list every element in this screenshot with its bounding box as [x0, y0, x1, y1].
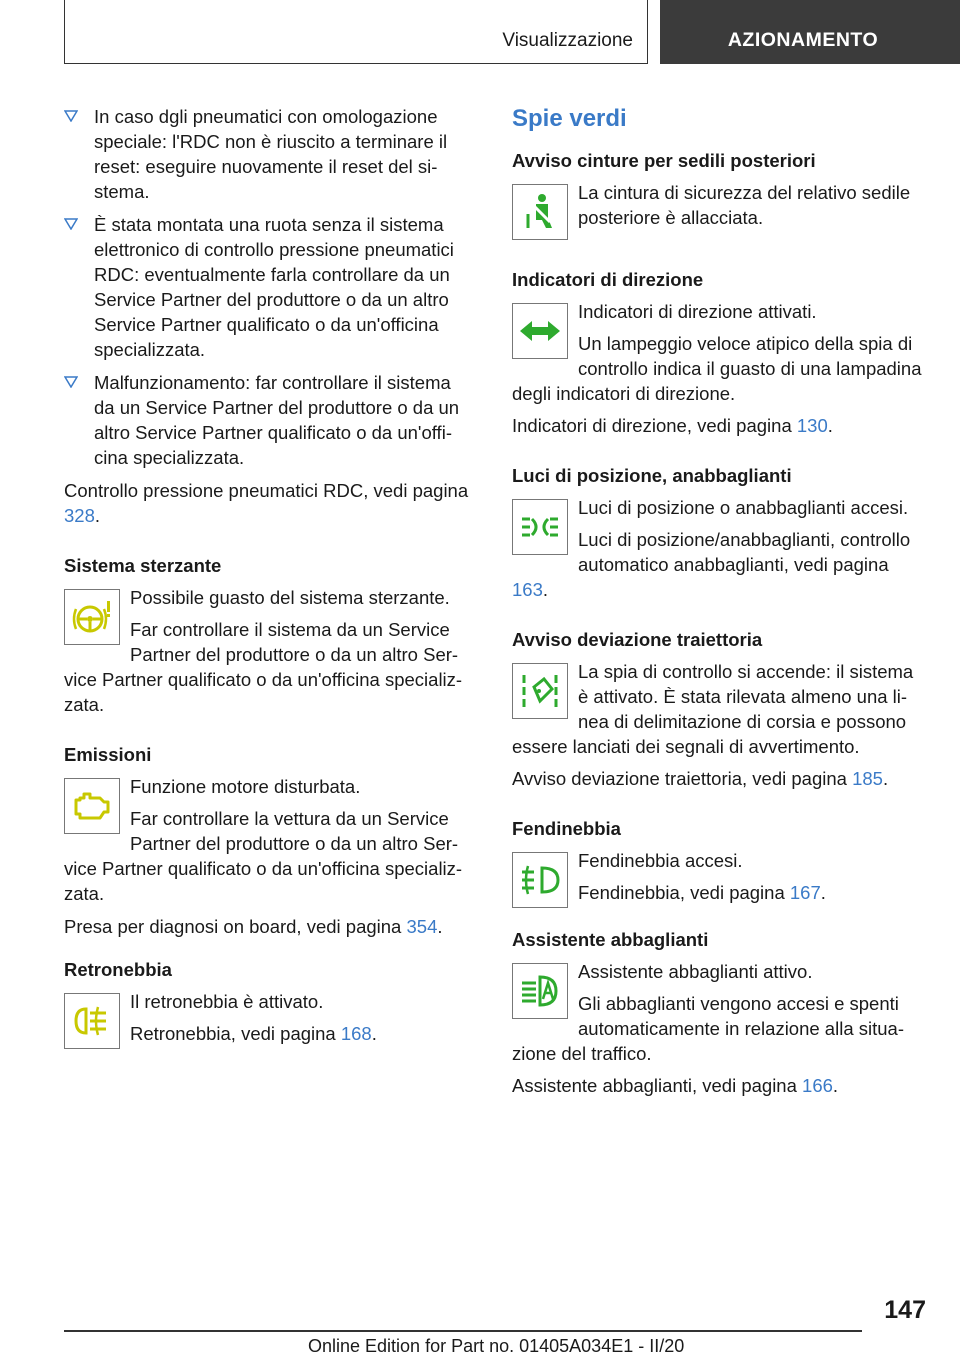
indicator-seatbelt: [512, 180, 924, 242]
page-link-167[interactable]: 167: [789, 882, 821, 903]
header-section-box: [64, 0, 648, 64]
lane-departure-icon: [512, 663, 568, 719]
reference-text: Retronebbia, vedi pagina: [130, 1023, 341, 1044]
indicator-text: Far controllare la vettura da un Service Partner del produttore o da un altro Service Partner qualificato o da un'officina specializzata.: [64, 808, 463, 904]
indicator-text: Un lampeggio veloce atipico della spia di controllo indica il guasto di una lampadina degli indicatori di direzione.: [512, 333, 922, 404]
page-link-163[interactable]: 163: [512, 579, 543, 600]
indicator-text: Possibile guasto del sistema sterzante.: [130, 587, 450, 608]
indicator-steering: [64, 585, 474, 717]
steering-warning-icon: [64, 589, 120, 645]
footer-divider: [64, 1330, 862, 1332]
page-link-354[interactable]: 354: [406, 916, 438, 937]
page-number: 147: [884, 1296, 926, 1324]
header-chapter-box: [660, 0, 960, 64]
section-title-rear-fog: Retronebbia: [64, 959, 172, 980]
indicator-text: Funzione motore disturbata.: [130, 776, 361, 797]
page-link-166[interactable]: 166: [802, 1075, 833, 1096]
section-title-steering: Sistema sterzante: [64, 555, 222, 576]
turn-signal-icon: [512, 303, 568, 359]
section-title-emissions: Emissioni: [64, 744, 152, 765]
indicator-text: Gli abbaglianti vengono accesi e spenti automaticamente in relazione alla situazione del traffico.: [512, 993, 904, 1064]
reference-text: Avviso deviazione traiettoria, vedi pagina: [512, 768, 853, 789]
indicator-text: Il retronebbia è attivato.: [130, 991, 324, 1012]
indicator-text: Fendinebbia accesi.: [578, 850, 743, 871]
reference-text: Assistente abbaglianti, vedi pagina: [512, 1075, 803, 1096]
rdc-reference: Controllo pressione pneumatici RDC, vedi pagina 328.: [64, 480, 469, 526]
section-title-lights: Luci di posizione, anabbaglianti: [512, 465, 792, 486]
page-link-328[interactable]: 328: [64, 505, 95, 526]
section-title-seatbelt: Avviso cinture per sedili posteriori: [512, 150, 816, 171]
rear-fog-reference: Retronebbia, vedi pagina 168.: [130, 1023, 377, 1044]
fog-reference: Fendinebbia, vedi pagina 167.: [578, 882, 826, 903]
indicator-highbeam: [512, 959, 924, 1066]
section-title-lane: Avviso deviazione traiettoria: [512, 629, 763, 650]
emissions-reference: Presa per diagnosi on board, vedi pagina 354.: [64, 916, 443, 937]
page-link-168[interactable]: 168: [340, 1023, 372, 1044]
reference-text: Presa per diagnosi on board, vedi pagina: [64, 916, 407, 937]
high-beam-assist-icon: [512, 963, 568, 1019]
position-lights-icon: [512, 499, 568, 555]
indicator-text: La cintura di sicurezza del relativo sedile posteriore è allacciata.: [578, 182, 911, 228]
right-column: [512, 104, 924, 1106]
page-link-185[interactable]: 185: [852, 768, 883, 789]
indicator-text: La spia di controllo si accende: il sistema è attivato. È stata rilevata almeno una linea di delimitazione di corsia e possono essere lanciati dei segnali di avvertimento.: [512, 661, 914, 757]
left-column: [64, 104, 474, 1053]
highbeam-reference: Assistente abbaglianti, vedi pagina 166.: [512, 1075, 839, 1096]
indicator-text: Far controllare il sistema da un Service Partner del produttore o da un altro Service Partner qualificato o da un'officina specializzata.: [64, 619, 463, 715]
seatbelt-icon: [512, 184, 568, 240]
triangle-bullet-icon: [64, 110, 78, 122]
reference-text: Fendinebbia, vedi pagina: [578, 882, 790, 903]
indicator-rear-fog: [64, 989, 474, 1046]
rear-fog-icon: [64, 993, 120, 1049]
reference-text: Controllo pressione pneumatici RDC, vedi pagina: [64, 480, 469, 501]
turn-reference: Indicatori di direzione, vedi pagina 130.: [512, 415, 833, 436]
header-chapter-title: AZIONAMENTO: [727, 29, 879, 51]
indicator-emissions: [64, 774, 474, 906]
section-title-turn: Indicatori di direzione: [512, 269, 704, 290]
list-item-text: In caso dgli pneumatici con omologazione speciale: l'RDC non è riuscito a terminare il reset: eseguire nuovamente il reset del sistema.: [94, 106, 448, 202]
green-lights-heading: Spie verdi: [512, 105, 627, 132]
indicator-fog: [512, 848, 924, 905]
lane-reference: Avviso deviazione traiettoria, vedi pagina 185.: [512, 768, 889, 789]
list-item: [64, 370, 474, 470]
reference-text: Luci di posizione/anabbaglianti, controllo automatico anabbaglianti, vedi pagina: [578, 529, 911, 575]
indicator-text: Indicatori di direzione attivati.: [578, 301, 817, 322]
triangle-bullet-icon: [64, 376, 78, 388]
indicator-turn: [512, 299, 924, 406]
indicator-text: Assistente abbaglianti attivo.: [578, 961, 813, 982]
section-title-fog: Fendinebbia: [512, 818, 621, 839]
list-item: [64, 212, 474, 362]
reference-text: Indicatori di direzione, vedi pagina: [512, 415, 797, 436]
engine-icon: [64, 778, 120, 834]
footer-edition: Online Edition for Part no. 01405A034E1 - II/20: [308, 1336, 685, 1356]
section-title-highbeam: Assistente abbaglianti: [512, 929, 709, 950]
indicator-lights: [512, 495, 924, 602]
list-item-text: È stata montata una ruota senza il sistema elettronico di controllo pressione pneumatici RDC: eventualmente farla controllare da un Service Partner del produttore o da un altro Service Partner qualificato o da un'officina specializzata.: [94, 214, 454, 360]
indicator-text: Luci di posizione o anabbaglianti accesi.: [578, 497, 909, 518]
list-item: [64, 104, 474, 204]
page-link-130[interactable]: 130: [796, 415, 828, 436]
indicator-lane: [512, 659, 924, 759]
triangle-bullet-icon: [64, 218, 78, 230]
front-fog-icon: [512, 852, 568, 908]
lights-reference: Luci di posizione/anabbaglianti, controllo automatico anabbaglianti, vedi pagina 163.: [512, 529, 911, 600]
list-item-text: Malfunzionamento: far controllare il sistema da un Service Partner del produttore o da un altro Service Partner qualificato o da un'officina specializzata.: [94, 372, 460, 468]
header-section-title: Visualizzazione: [502, 30, 633, 51]
page-header: [0, 0, 960, 66]
